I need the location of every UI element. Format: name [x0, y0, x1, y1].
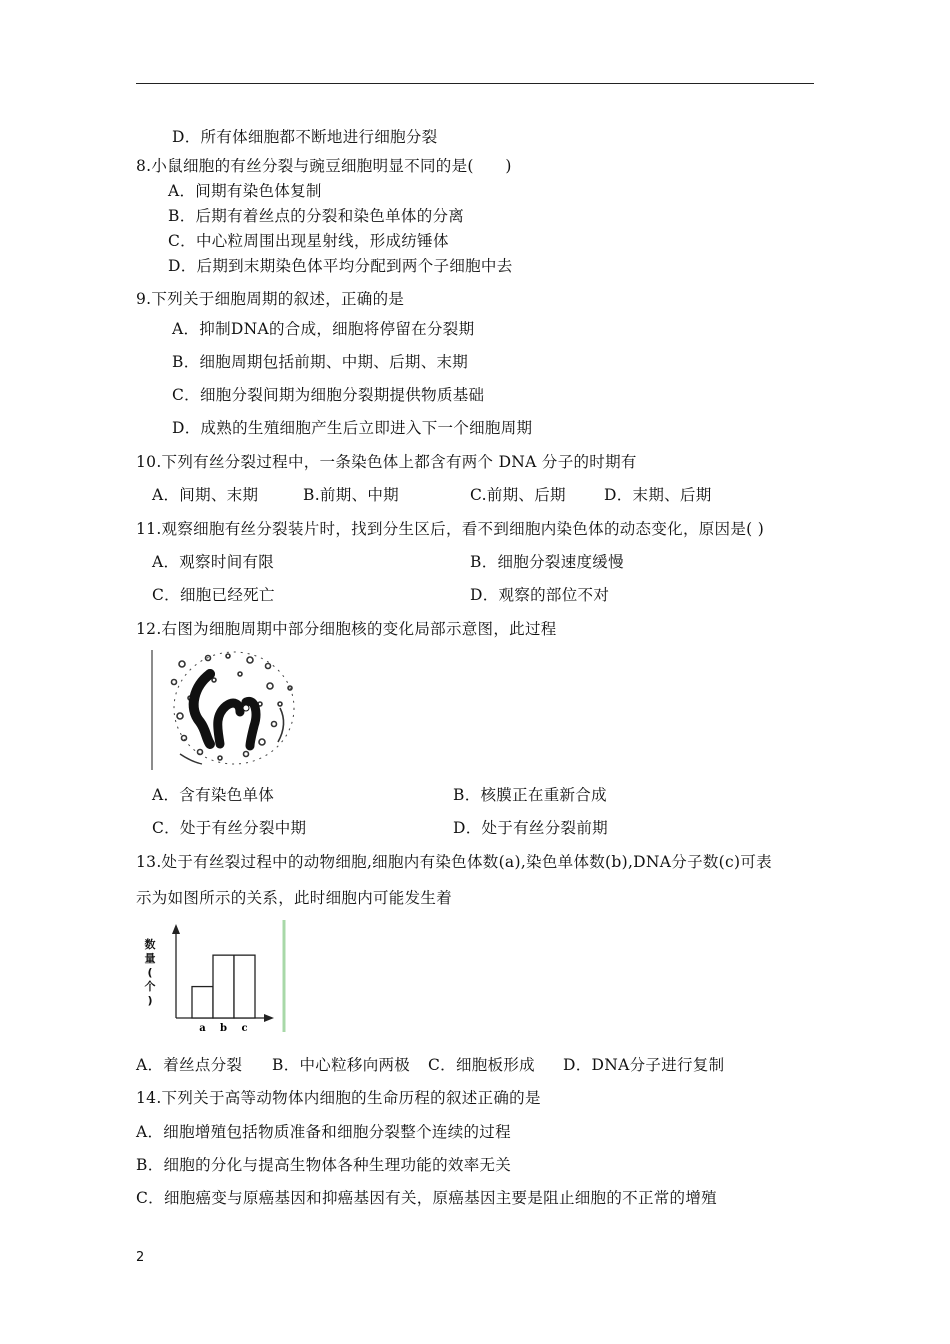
q10-stem: 10.下列有丝分裂过程中，一条染色体上都含有两个 DNA 分子的时期有 [136, 453, 637, 471]
y-axis-label-char-2: 量 [144, 952, 156, 965]
q14-stem: 14.下列关于高等动物体内细胞的生命历程的叙述正确的是 [136, 1089, 541, 1107]
q8-stem: 8.小鼠细胞的有丝分裂与豌豆细胞明显不同的是( ) [136, 157, 512, 175]
q14-option-c: C．细胞癌变与原癌基因和抑癌基因有关，原癌基因主要是阻止细胞的不正常的增殖 [136, 1189, 717, 1207]
bar-a [192, 987, 213, 1018]
q9-option-d: D．成熟的生殖细胞产生后立即进入下一个细胞周期 [172, 419, 533, 437]
category-label-a: a [199, 1023, 206, 1034]
q11-option-c: C．细胞已经死亡 [152, 586, 275, 604]
q13-stem-line2: 示为如图所示的关系，此时细胞内可能发生着 [136, 889, 453, 907]
q13-option-d: D．DNA分子进行复制 [563, 1056, 725, 1074]
q11-option-a: A．观察时间有限 [152, 553, 275, 571]
y-axis-label-char-1: 数 [144, 938, 156, 951]
q9-option-c: C．细胞分裂间期为细胞分裂期提供物质基础 [172, 386, 485, 404]
q9-option-a: A．抑制DNA的合成，细胞将停留在分裂期 [172, 320, 475, 338]
q8-option-a: A．间期有染色体复制 [168, 182, 322, 200]
q10-option-c: C.前期、后期 [470, 486, 566, 504]
bar-chart-figure [136, 918, 288, 1034]
q8-option-b: B．后期有着丝点的分裂和染色单体的分离 [168, 207, 465, 225]
q13-option-b: B．中心粒移向两极 [272, 1056, 411, 1074]
q14-option-b: B．细胞的分化与提高生物体各种生理功能的效率无关 [136, 1156, 512, 1174]
q7-option-d: D．所有体细胞都不断地进行细胞分裂 [172, 128, 438, 146]
category-label-c: c [241, 1023, 248, 1034]
q10-option-a: A．间期、末期 [152, 486, 259, 504]
q11-option-b: B．细胞分裂速度缓慢 [470, 553, 624, 571]
q12-option-d: D．处于有丝分裂前期 [453, 819, 608, 837]
page-number: 2 [136, 1250, 145, 1265]
header-rule [136, 83, 814, 84]
q9-stem: 9.下列关于细胞周期的叙述，正确的是 [136, 290, 405, 308]
y-axis-label-char-5: ) [147, 994, 153, 1007]
y-axis-label-char-4: 个 [144, 980, 156, 993]
x-axis-arrow [264, 1014, 274, 1022]
cell-nucleus-figure [150, 646, 302, 772]
q12-option-a: A．含有染色单体 [152, 786, 275, 804]
q12-option-b: B．核膜正在重新合成 [453, 786, 607, 804]
y-axis-arrow [172, 924, 180, 934]
q10-option-b: B.前期、中期 [303, 486, 399, 504]
y-axis-label-char-3: ( [147, 966, 153, 979]
bar-c [234, 955, 255, 1018]
bar-b [213, 955, 234, 1018]
q11-option-d: D．观察的部位不对 [470, 586, 610, 604]
q12-stem: 12.右图为细胞周期中部分细胞核的变化局部示意图，此过程 [136, 620, 557, 638]
q13-option-a: A．着丝点分裂 [136, 1056, 243, 1074]
q10-option-d: D．末期、后期 [604, 486, 712, 504]
q11-stem: 11.观察细胞有丝分裂装片时，找到分生区后，看不到细胞内染色体的动态变化，原因是( ) [136, 520, 765, 538]
q13-stem-line1: 13.处于有丝裂过程中的动物细胞,细胞内有染色体数(a),染色单体数(b),DNA分子数(c)可表 [136, 853, 772, 871]
q12-option-c: C．处于有丝分裂中期 [152, 819, 307, 837]
q8-option-c: C．中心粒周围出现星射线，形成纺锤体 [168, 232, 449, 250]
q14-option-a: A．细胞增殖包括物质准备和细胞分裂整个连续的过程 [136, 1123, 511, 1141]
q8-option-d: D．后期到末期染色体平均分配到两个子细胞中去 [168, 257, 513, 275]
category-label-b: b [220, 1023, 227, 1034]
q9-option-b: B．细胞周期包括前期、中期、后期、末期 [172, 353, 469, 371]
q13-option-c: C．细胞板形成 [428, 1056, 535, 1074]
